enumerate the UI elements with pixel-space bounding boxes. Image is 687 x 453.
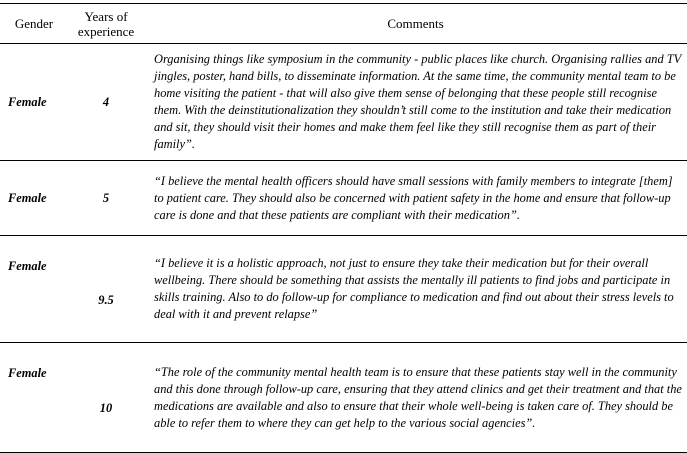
table-row xyxy=(0,44,687,161)
years-cell xyxy=(68,343,144,453)
comment-cell: “I believe the mental health officers should have small sessions with family members to integrate [them] to patient care. They should also be concerned with patient safety in the home and ensure that follow-up care is done and that these patients are compliant with their medication”. xyxy=(154,173,673,222)
years-cell: 4 xyxy=(102,94,110,109)
comments-table xyxy=(0,3,687,453)
comment-cell: “I believe it is a holistic approach, not just to ensure they take their medication but for their overall wellbeing. There should be something that assists the mentally ill patients to find jobs and participate in skills training. Also to do follow-up for compliance to medication and find out about their stress levels to deal with it and prevent relapse” xyxy=(154,256,674,321)
comment-cell: Organising things like symposium in the community - public places like church. Organising rallies and TV jingles, poster, hand bills, to disseminate information. At the same time, the community mental team to be home visiting the patient - that will also give them sense of belonging that these people still recognise them. With the deinstitutionalization they shouldn’t still come to the institution and take their medication and sit, they should visit their homes and make them feel like they still recognise them as part of their family”. xyxy=(154,52,682,151)
table-header xyxy=(0,4,687,44)
gender-cell: Female xyxy=(8,259,47,273)
header-years-of-experience: Years of experience xyxy=(77,8,135,39)
table-body xyxy=(0,44,687,453)
header-row xyxy=(0,4,687,44)
gender-cell: Female xyxy=(8,366,47,380)
gender-cell: Female xyxy=(8,190,47,205)
table-row xyxy=(0,161,687,236)
header-comments: Comments xyxy=(387,16,444,31)
gender-cell: Female xyxy=(8,94,47,109)
comment-cell: “The role of the community mental health team is to ensure that these patients stay well in the community and this done through follow-up care, ensuring that they attend clinics and get their treatment and that the medications are available and also to ensure that their whole well-being is taken care of. They should be able to refer them to where they can get help to the various social agencies”. xyxy=(154,364,682,430)
table-row xyxy=(0,343,687,453)
years-cell: 5 xyxy=(102,190,110,205)
table-row xyxy=(0,236,687,343)
header-gender: Gender xyxy=(14,16,54,31)
years-value: 10 xyxy=(99,401,113,415)
years-cell xyxy=(68,236,144,343)
years-value: 9.5 xyxy=(98,292,114,307)
